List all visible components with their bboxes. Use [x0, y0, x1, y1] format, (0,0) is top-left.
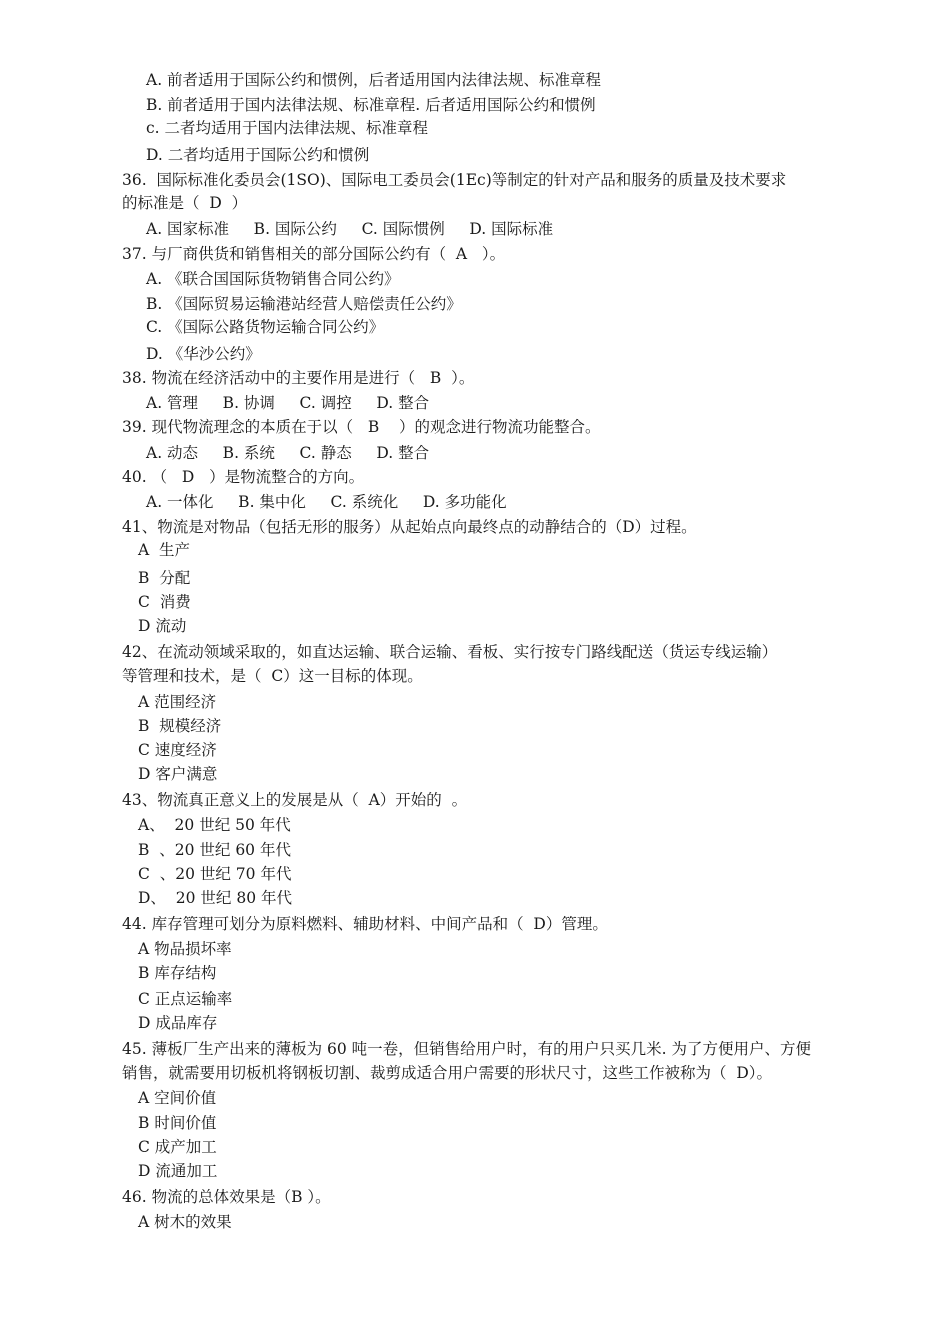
option-line: A、 20 世纪 50 年代: [138, 816, 291, 834]
question-39: 39. 现代物流理念的本质在于以（ B ）的观念进行物流功能整合。: [122, 418, 601, 436]
option-line: A 范围经济: [138, 693, 217, 711]
option-line: D、 20 世纪 80 年代: [138, 889, 293, 907]
option-line: B 、20 世纪 60 年代: [138, 841, 291, 859]
question-41: 41、物流是对物品（包括无形的服务）从起始点向最终点的动静结合的（D）过程。: [122, 518, 697, 536]
option-line: A. 《联合国国际货物销售合同公约》: [146, 270, 400, 288]
option-line: A. 一体化 B. 集中化 C. 系统化 D. 多功能化: [146, 493, 507, 511]
option-line: B 分配: [138, 569, 191, 587]
option-line: A 树木的效果: [138, 1213, 232, 1231]
option-line: B. 《国际贸易运输港站经营人赔偿责任公约》: [146, 295, 462, 313]
option-line: C. 《国际公路货物运输合同公约》: [146, 318, 385, 336]
option-line: D. 二者均适用于国际公约和惯例: [146, 146, 370, 164]
question-40: 40. （ D ）是物流整合的方向。: [122, 468, 365, 486]
option-line: C 成产加工: [138, 1138, 217, 1156]
question-43: 43、物流真正意义上的发展是从（ A）开始的 。: [122, 791, 468, 809]
option-line: D 客户满意: [138, 765, 218, 783]
option-line: C 消费: [138, 593, 191, 611]
option-line: B. 前者适用于国内法律法规、标准章程. 后者适用国际公约和惯例: [146, 96, 596, 114]
option-line: A. 动态 B. 系统 C. 静态 D. 整合: [146, 444, 430, 462]
option-line: A. 前者适用于国际公约和惯例，后者适用国内法律法规、标准章程: [146, 71, 602, 89]
option-line: D 流动: [138, 617, 187, 635]
option-line: A. 国家标准 B. 国际公约 C. 国际惯例 D. 国际标准: [146, 220, 554, 238]
question-45-cont: 销售，就需要用切板机将钢板切割、裁剪成适合用户需要的形状尺寸，这些工作被称为（ D）。: [122, 1064, 773, 1082]
question-38: 38. 物流在经济活动中的主要作用是进行（ B ）。: [122, 369, 475, 387]
question-36-cont: 的标准是（ D ）: [122, 194, 248, 212]
question-42: 42、在流动领域采取的，如直达运输、联合运输、看板、实行按专门路线配送（货运专线运输）: [122, 643, 778, 661]
option-line: B 规模经济: [138, 717, 222, 735]
question-45: 45. 薄板厂生产出来的薄板为 60 吨一卷，但销售给用户时，有的用户只买几米. 为了方便用户、方便: [122, 1040, 812, 1058]
option-line: C 、20 世纪 70 年代: [138, 865, 292, 883]
option-line: A 空间价值: [138, 1089, 217, 1107]
option-line: D 成品库存: [138, 1014, 218, 1032]
option-line: C 速度经济: [138, 741, 217, 759]
question-46: 46. 物流的总体效果是（B ）。: [122, 1188, 331, 1206]
option-line: D. 《华沙公约》: [146, 345, 261, 363]
option-line: A 物品损坏率: [138, 940, 232, 958]
question-37: 37. 与厂商供货和销售相关的部分国际公约有（ A ）。: [122, 245, 506, 263]
question-44: 44. 库存管理可划分为原料燃料、辅助材料、中间产品和（ D）管理。: [122, 915, 608, 933]
option-line: C 正点运输率: [138, 990, 233, 1008]
question-42-cont: 等管理和技术，是（ C）这一目标的体现。: [122, 667, 423, 685]
option-line: B 库存结构: [138, 964, 217, 982]
option-line: c. 二者均适用于国内法律法规、标准章程: [146, 119, 429, 137]
option-line: A 生产: [138, 541, 191, 559]
option-line: B 时间价值: [138, 1114, 217, 1132]
option-line: D 流通加工: [138, 1162, 218, 1180]
option-line: A. 管理 B. 协调 C. 调控 D. 整合: [146, 394, 430, 412]
question-36: 36. 国际标准化委员会(1SO)、国际电工委员会(1Ec)等制定的针对产品和服务的质量及技术要求: [122, 171, 787, 189]
